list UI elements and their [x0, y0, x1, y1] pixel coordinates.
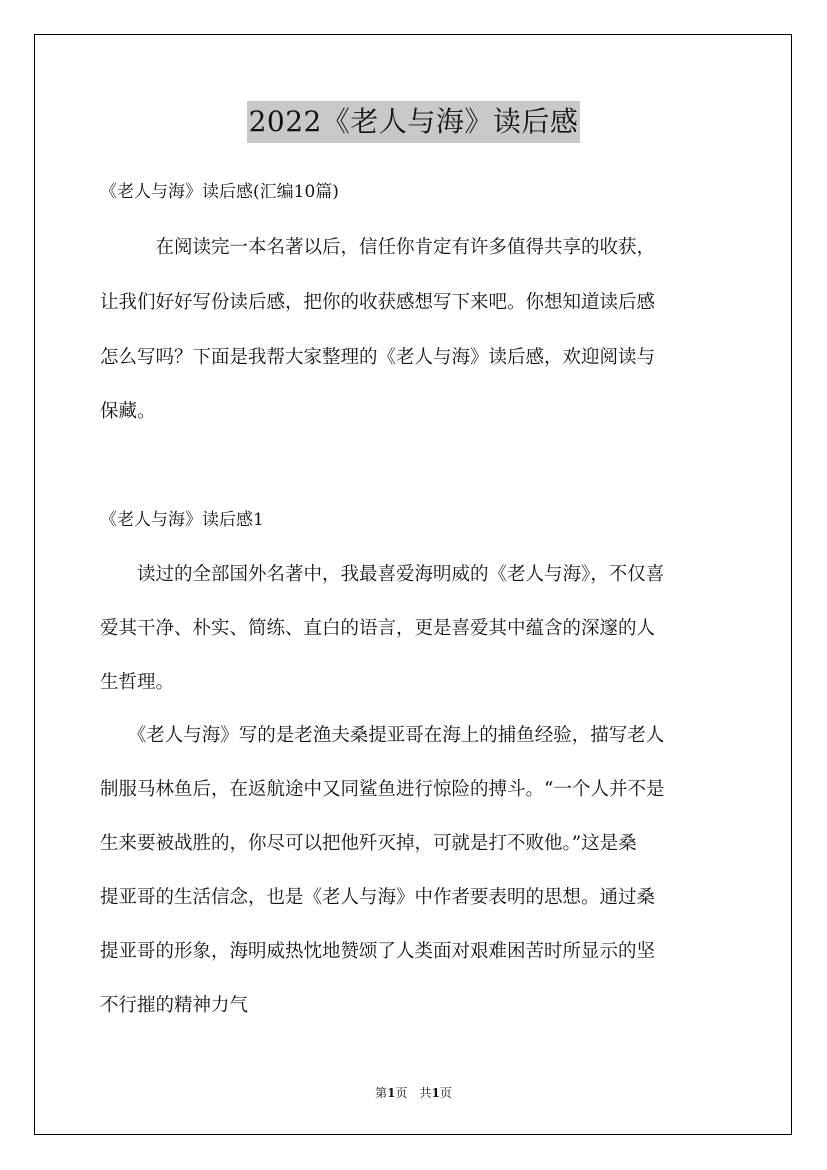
document-title: 2022《老人与海》读后感: [247, 101, 581, 143]
paragraph-line: 提亚哥的形象，海明威热忱地赞颂了人类面对艰难困苦时所显示的坚: [100, 941, 656, 962]
page-footer: [0, 1085, 827, 1101]
page-suffix: 页: [439, 1086, 452, 1100]
page-prefix: 第: [375, 1086, 388, 1100]
paragraph-line: 读过的全部国外名著中，我最喜爱海明威的《老人与海》，不仅喜: [100, 564, 665, 585]
intro-line: 让我们好好写份读后感，把你的收获感想写下来吧。你想知道读后感: [100, 292, 656, 313]
page-mid: 页 共: [395, 1086, 432, 1100]
paragraph-line: 生哲理。: [100, 672, 175, 693]
intro-line: 保藏。: [100, 401, 156, 422]
page-total: 1: [431, 1086, 440, 1100]
section-heading: 《老人与海》读后感1: [100, 510, 264, 530]
intro-line: 怎么写吗？下面是我帮大家整理的《老人与海》读后感，欢迎阅读与: [100, 347, 656, 368]
paragraph-line: 爱其干净、朴实、简练、直白的语言，更是喜爱其中蕴含的深邃的人: [100, 618, 656, 639]
title-container: [0, 101, 827, 143]
intro-line: 在阅读完一本名著以后，信任你肯定有许多值得共享的收获，: [100, 237, 656, 258]
paragraph-line: 生来要被战胜的，你尽可以把他歼灭掉，可就是打不败他。”这是桑: [100, 833, 637, 854]
page-number: 1: [387, 1086, 396, 1100]
paragraph-line: 不行摧的精神力气: [100, 995, 249, 1016]
paragraph-line: 制服马林鱼后，在返航途中又同鲨鱼进行惊险的搏斗。“一个人并不是: [100, 779, 665, 800]
paragraph-line: 《老人与海》写的是老渔夫桑提亚哥在海上的捕鱼经验，描写老人: [100, 725, 665, 746]
document-subtitle: 《老人与海》读后感(汇编10篇): [100, 182, 339, 202]
paragraph-line: 提亚哥的生活信念，也是《老人与海》中作者要表明的思想。通过桑: [100, 887, 656, 908]
